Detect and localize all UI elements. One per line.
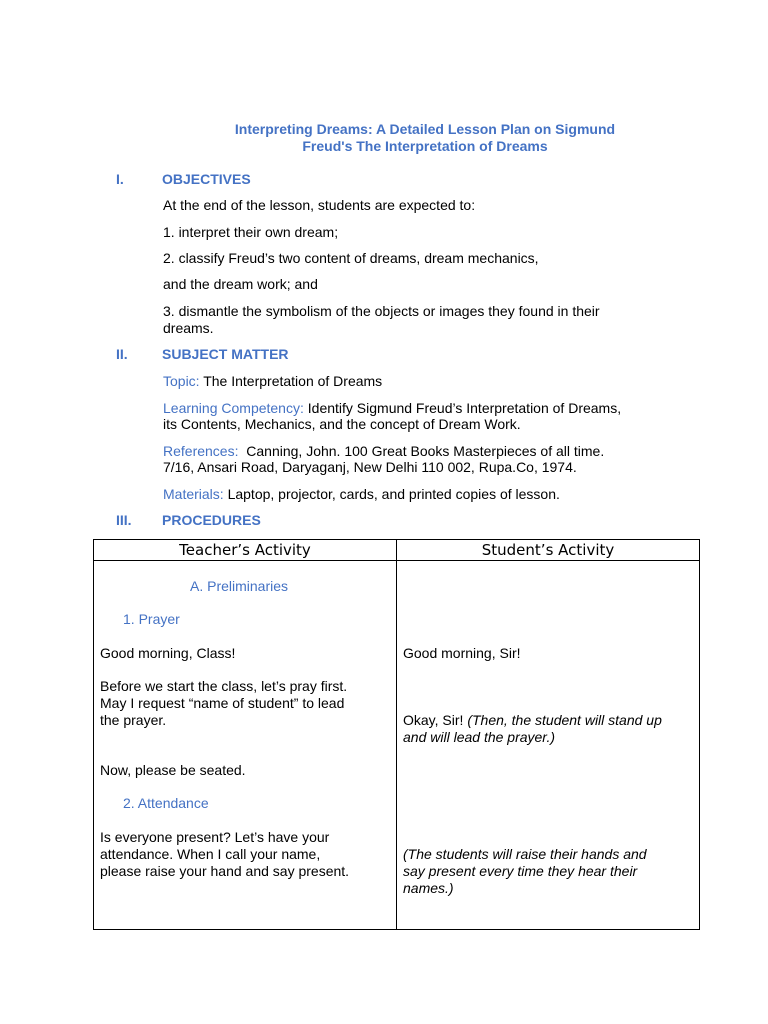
- student-okay: Okay, Sir!: [403, 712, 468, 728]
- student-activity-cell: [397, 561, 700, 930]
- teacher-prayer-line-1: Before we start the class, let’s pray first.: [100, 678, 348, 694]
- student-okay-line: [403, 712, 662, 729]
- objective-item-1: 1. interpret their own dream;: [163, 224, 339, 240]
- teacher-activity-cell: [94, 561, 397, 930]
- references-value-2: 7/16, Ansari Road, Daryaganj, New Delhi 110 002, Rupa.Co, 1974.: [163, 459, 577, 475]
- teacher-attendance-line-3: please raise your hand and say present.: [100, 863, 350, 879]
- student-attendance-line-2: say present every time they hear their: [403, 863, 638, 879]
- objective-item-3b: dreams.: [163, 320, 214, 336]
- student-greeting: Good morning, Sir!: [403, 645, 521, 661]
- table-row: [94, 561, 700, 930]
- title-line-2: Freud's The Interpretation of Dreams: [302, 138, 548, 154]
- teacher-greeting: Good morning, Class!: [100, 645, 236, 661]
- materials-value: Laptop, projector, cards, and printed copies of lesson.: [223, 486, 560, 502]
- document-title: [160, 121, 690, 155]
- column-header-student: Student’s Activity: [397, 540, 700, 561]
- teacher-seated: Now, please be seated.: [100, 762, 246, 778]
- objective-item-2a: 2. classify Freud’s two content of dreams, dream mechanics,: [163, 250, 539, 266]
- competency-value-2: its Contents, Mechanics, and the concept of Dream Work.: [163, 416, 521, 432]
- objective-item-3a: 3. dismantle the symbolism of the objects or images they found in their: [163, 303, 600, 319]
- materials-line: [163, 486, 683, 503]
- column-header-teacher: Teacher’s Activity: [94, 540, 397, 561]
- references-value-1: Canning, John. 100 Great Books Masterpieces of all time.: [238, 443, 605, 459]
- topic-label: Topic:: [163, 373, 200, 389]
- section-heading-procedures: PROCEDURES: [162, 512, 261, 528]
- objectives-intro: At the end of the lesson, students are expected to:: [163, 197, 476, 213]
- references-line-1: [163, 443, 683, 460]
- teacher-prayer-line-2: May I request “name of student” to lead: [100, 695, 345, 711]
- teacher-attendance-line-1: Is everyone present? Let’s have your: [100, 829, 330, 845]
- section-number-procedures: III.: [116, 512, 132, 528]
- table-header-row: [94, 540, 700, 561]
- prayer-heading: 1. Prayer: [123, 611, 180, 627]
- section-heading-objectives: OBJECTIVES: [162, 171, 251, 187]
- competency-line-1: [163, 400, 683, 417]
- references-label: References:: [163, 443, 239, 459]
- teacher-attendance-line-2: attendance. When I call your name,: [100, 846, 321, 862]
- competency-label: Learning Competency:: [163, 400, 304, 416]
- topic-line: [163, 373, 683, 390]
- section-heading-subject-matter: SUBJECT MATTER: [162, 346, 289, 362]
- student-attendance-line-1: (The students will raise their hands and: [403, 846, 647, 862]
- student-attendance-line-3: names.): [403, 880, 454, 896]
- preliminaries-heading: A. Preliminaries: [190, 578, 289, 594]
- section-number-objectives: I.: [116, 171, 124, 187]
- teacher-prayer-line-3: the prayer.: [100, 712, 167, 728]
- competency-value-1: Identify Sigmund Freud’s Interpretation of Dreams,: [303, 400, 622, 416]
- title-line-1: Interpreting Dreams: A Detailed Lesson Plan on Sigmund: [234, 121, 616, 137]
- materials-label: Materials:: [163, 486, 224, 502]
- attendance-heading: 2. Attendance: [123, 795, 209, 811]
- student-okay-note-1: (Then, the student will stand up: [467, 712, 662, 728]
- objective-item-2b: and the dream work; and: [163, 276, 318, 292]
- section-number-subject-matter: II.: [116, 346, 128, 362]
- topic-value: The Interpretation of Dreams: [199, 373, 383, 389]
- student-okay-note-2: and will lead the prayer.): [403, 729, 556, 745]
- procedures-table: [93, 539, 700, 930]
